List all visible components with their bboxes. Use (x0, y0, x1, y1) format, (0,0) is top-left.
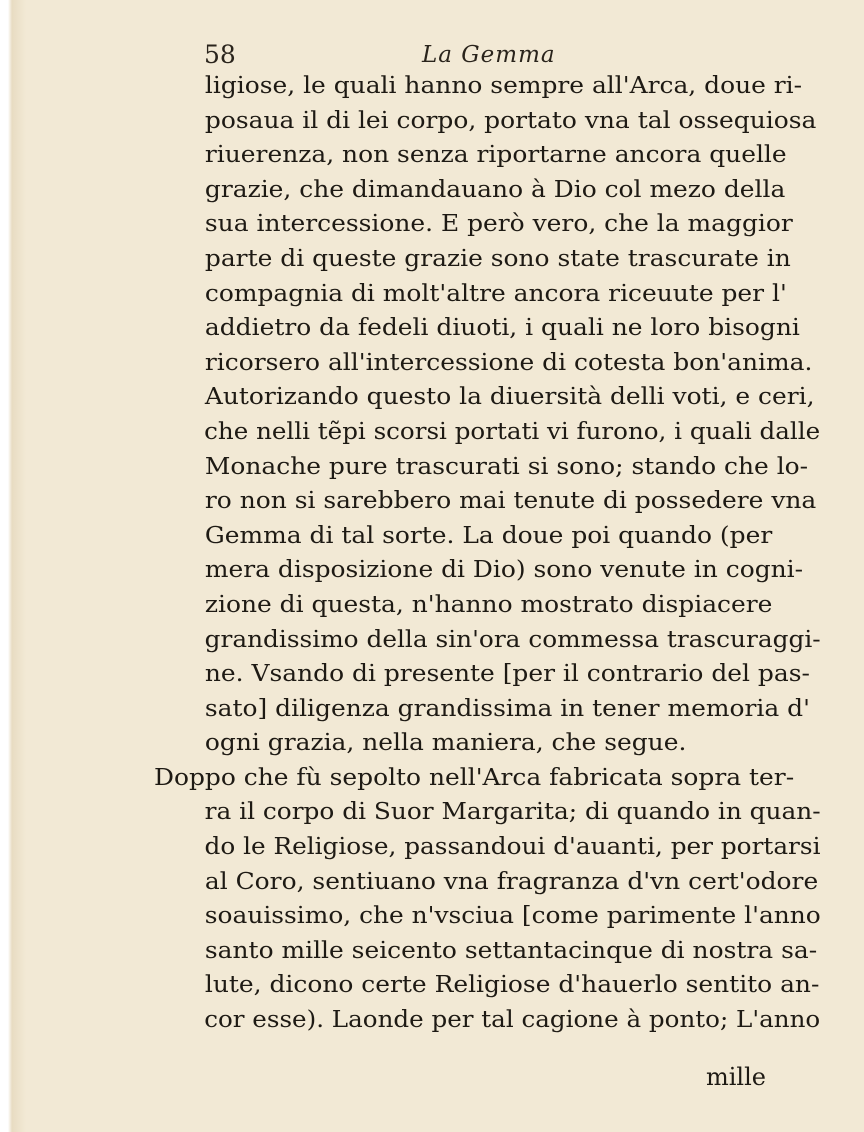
text-line: sua intercessione. E però vero, che la maggior (204, 209, 793, 238)
text-line: Monache pure trascurati si sono; stando che lo- (204, 451, 809, 480)
running-head: La Gemma (422, 42, 556, 68)
page-number: 58 (204, 40, 236, 69)
page-gutter (0, 0, 26, 1132)
text-line: lute, dicono certe Religiose d'hauerlo sentito an- (204, 970, 820, 999)
text-line: zione di questa, n'hanno mostrato dispiacere (204, 589, 773, 618)
text-line: ligiose, le quali hanno sempre all'Arca, doue ri- (204, 71, 803, 99)
text-line: do le Religiose, passandoui d'auanti, per portarsi (204, 832, 821, 861)
text-line: ra il corpo di Suor Margarita; di quando in quan- (204, 797, 821, 826)
text-line: al Coro, sentiuano vna fragranza d'vn cert'odore (204, 866, 819, 895)
catchword: mille (706, 1063, 766, 1091)
text-line: Doppo che fù sepolto nell'Arca fabricata sopra ter- (154, 762, 795, 791)
text-line: mera disposizione di Dio) sono venute in cogni- (204, 555, 804, 584)
text-line: ne. Vsando di presente [per il contrario del pas- (204, 659, 810, 688)
text-line: grazie, che dimandauano à Dio col mezo della (204, 174, 786, 203)
text-line: ro non si sarebbero mai tenute di possedere vna (204, 486, 817, 515)
text-line: posaua il di lei corpo, portato vna tal ossequiosa (204, 105, 817, 134)
text-line: cor esse). Laonde per tal cagione à ponto; L'anno (204, 1005, 821, 1034)
text-line: soauissimo, che n'vsciua [come parimente l'anno (204, 901, 821, 930)
text-line: parte di queste grazie sono state trascurate in (204, 243, 791, 272)
text-line: ogni grazia, nella maniera, che segue. (204, 728, 687, 757)
text-line: grandissimo della sin'ora commessa trascuraggi- (204, 624, 821, 653)
text-line: che nelli tẽpi scorsi portati vi furono, i quali dalle (204, 416, 821, 445)
text-line: Gemma di tal sorte. La doue poi quando (per (204, 520, 773, 549)
text-line: ricorsero all'intercessione di cotesta bon'anima. (204, 347, 813, 376)
text-line: Autorizando questo la diuersità delli voti, e ceri, (204, 382, 815, 411)
body-text (154, 68, 834, 1037)
text-line: compagnia di molt'altre ancora riceuute per l' (204, 278, 787, 307)
text-line: addietro da fedeli diuoti, i quali ne loro bisogni (204, 313, 800, 342)
text-line: sato] diligenza grandissima in tener memoria d' (204, 693, 810, 722)
text-line: santo mille seicento settantacinque di nostra sa- (204, 935, 818, 964)
text-line: riuerenza, non senza riportarne ancora quelle (204, 140, 787, 169)
